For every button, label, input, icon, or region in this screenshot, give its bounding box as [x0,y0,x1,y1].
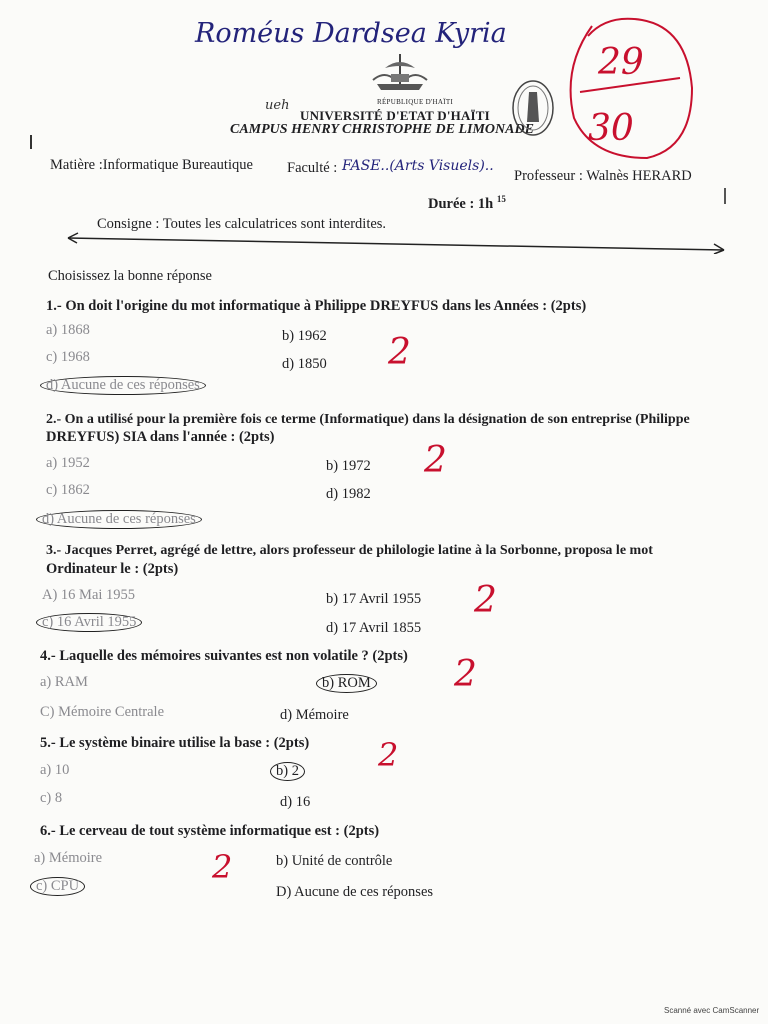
question-4-option-a: a) RAM [40,674,88,690]
question-6-option-c: c) CPU [30,877,85,896]
duration-minutes: 15 [496,194,506,204]
question-5-mark: 2 [378,736,399,774]
duration-text: Durée : 1h [428,195,494,212]
question-5-option-d: d) 16 [280,794,311,810]
question-5-option-a: a) 10 [40,762,70,778]
question-4-title: 4.- Laquelle des mémoires suivantes est non volatile ? (2pts) [40,648,408,664]
question-4-mark: 2 [454,654,477,695]
university-name: UNIVERSITÉ D'ETAT D'HAÏTI [300,108,490,123]
question-5-option-b: b) 2 [270,762,305,781]
score-numerator: 29 [598,42,644,83]
question-2-option-b: b) 1972 [326,458,371,474]
question-1-title: 1.- On doit l'origine du mot informatique à Philippe DREYFUS dans les Années : (2pts) [46,298,587,314]
question-5-option-c: c) 8 [40,790,63,806]
question-2-title-line1: 2.- On a utilisé pour la première fois ce terme (Informatique) dans la désignation de son entreprise (Philippe [46,412,690,427]
question-2-option-extra: d) Aucune de ces réponses [36,510,202,529]
campus-name: CAMPUS HENRY CHRISTOPHE DE LIMONADE [230,122,534,137]
question-6-title: 6.- Le cerveau de tout système informatique est : (2pts) [40,823,380,839]
question-3-option-b: b) 17 Avril 1955 [326,591,422,607]
question-6-option-a: a) Mémoire [34,850,103,866]
professor-label: Professeur : Walnès HERARD [514,168,692,184]
question-4-option-b: b) ROM [316,674,377,693]
coat-of-arms-emblem [365,50,435,96]
instruction-text: Consigne : Toutes les calculatrices sont interdites. [97,216,387,232]
question-3-option-d: d) 17 Avril 1855 [326,620,422,636]
question-2-title-line2: DREYFUS) SIA dans l'année : (2pts) [46,429,275,445]
question-4-option-d: d) Mémoire [280,707,349,723]
question-6-option-d: D) Aucune de ces réponses [276,884,434,900]
question-3-option-c: c) 16 Avril 1955 [36,613,142,632]
question-2-option-c: c) 1862 [46,482,90,498]
ueh-initials: ueh [265,98,290,113]
question-3-mark: 2 [474,580,497,621]
scanner-footer: Scanné avec CamScanner [664,1006,760,1015]
university-seal [510,78,556,138]
question-1-option-extra: d) Aucune de ces réponses [40,376,206,395]
question-2-option-d: d) 1982 [326,486,371,502]
question-3-title-line2: Ordinateur le : (2pts) [46,561,179,577]
question-1-option-a: a) 1868 [46,322,90,338]
question-6-option-b: b) Unité de contrôle [276,853,393,869]
question-1-option-b: b) 1962 [282,328,327,344]
question-3-title-line1: 3.- Jacques Perret, agrégé de lettre, alors professeur de philologie latine à la Sorbonne, proposa le mot [46,543,653,558]
margin-mark [30,135,32,149]
duration-label [428,194,506,213]
subject-label: Matière :Informatique Bureautique [50,157,253,173]
margin-mark [724,188,726,204]
question-4-option-c: C) Mémoire Centrale [40,704,165,720]
faculty-value: FASE..(Arts Visuels).. [342,158,494,174]
question-2-mark: 2 [424,440,447,481]
separator-arrow [64,228,728,254]
intro-text: Choisissez la bonne réponse [48,268,212,284]
question-1-option-c: c) 1968 [46,349,90,365]
republic-label: RÉPUBLIQUE D'HAÏTI [377,98,454,106]
question-1-mark: 2 [388,332,411,373]
question-1-option-d: d) 1850 [282,356,327,372]
student-name: Roméus Dardsea Kyria [195,18,507,49]
question-5-title: 5.- Le système binaire utilise la base : (2pts) [40,735,310,751]
question-2-option-a: a) 1952 [46,455,90,471]
score-denominator: 30 [588,108,634,149]
question-3-option-a: A) 16 Mai 1955 [42,587,136,603]
faculty-label: Faculté : [287,160,338,176]
question-6-mark: 2 [212,848,233,886]
